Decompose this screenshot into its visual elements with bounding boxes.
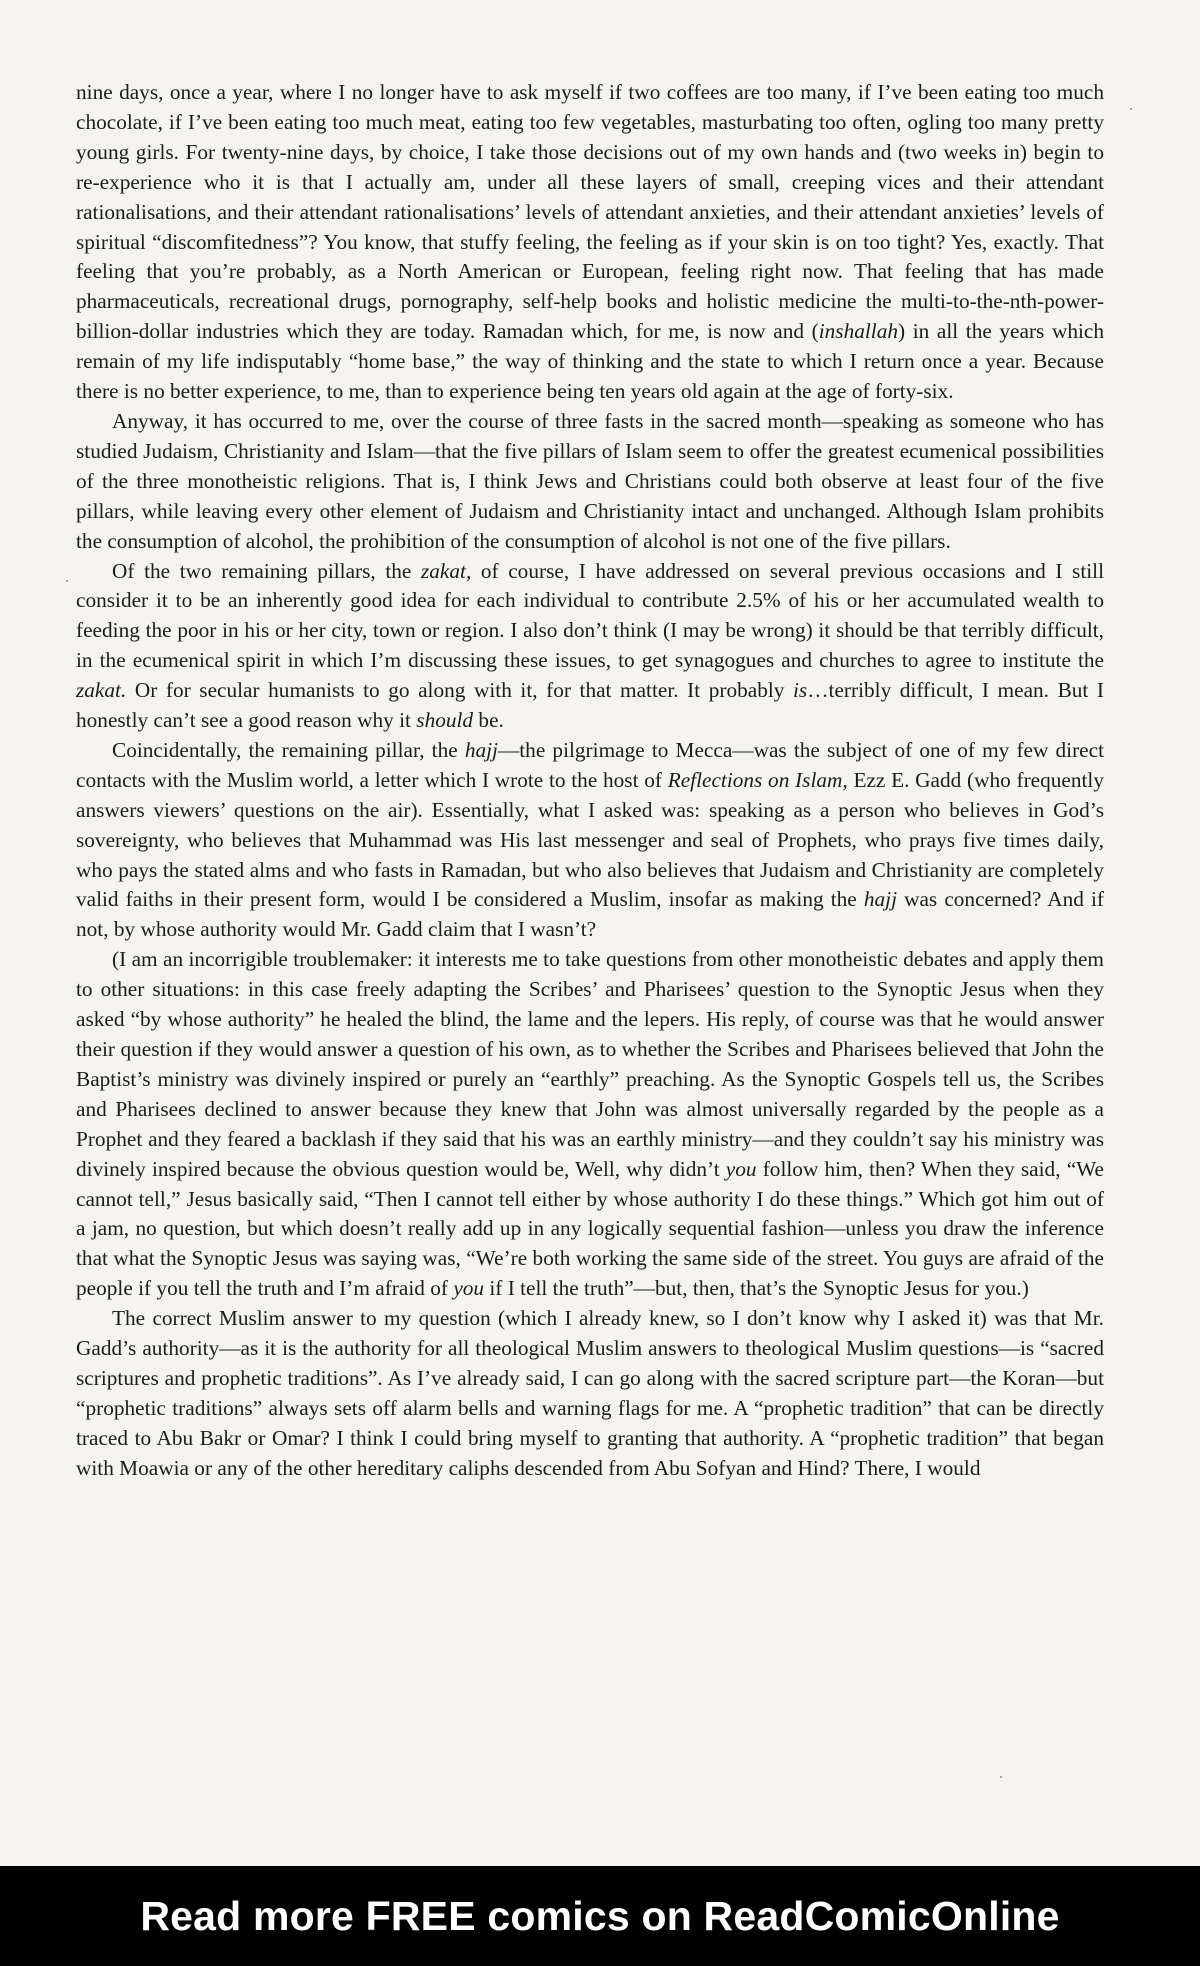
- text-run: Anyway, it has occurred to me, over the course of three fasts in the sacred month—speaking as someone who has studied Judaism, Christianity and Islam—that the five pillars of Islam seem to offer the greatest ecumenical possibilities of the three monotheistic religions. That is, I think Jews and Christians could both observe at least four of the five pillars, while leaving every other element of Judaism and Christianity intact and unchanged. Although Islam prohibits the consumption of alcohol, the prohibition of the consumption of alcohol is not one of the five pillars.: [76, 408, 1104, 553]
- article-body: [76, 78, 1104, 1484]
- italic-text: you: [725, 1156, 757, 1181]
- text-run: (I am an incorrigible troublemaker: it interests me to take questions from other monotheistic debates and apply them to other situations: in this case freely adapting the Scribes’ and Pharisees’ question to the Synoptic Jesus when they asked “by whose authority” he healed the blind, the lame and the lepers. His reply, of course was that he would answer their question if they would answer a question of his own, as to whether the Scribes and Pharisees believed that John the Baptist’s ministry was divinely inspired or purely an “earthly” preaching. As the Synoptic Gospels tell us, the Scribes and Pharisees declined to answer because they knew that John was almost universally regarded by the people as a Prophet and they feared a backlash if they said that his was an earthly ministry—and they couldn’t say his ministry was divinely inspired because the obvious question would be, Well, why didn’t: [76, 947, 1104, 1181]
- text-run: nine days, once a year, where I no longer have to ask myself if two coffees are too many, if I’ve been eating too much chocolate, if I’ve been eating too much meat, eating too few vegetables, masturbating too often, ogling too many pretty young girls. For twenty-nine days, by choice, I take those decisions out of my own hands and (two weeks in) begin to re-experience who it is that I actually am, under all these layers of small, creeping vices and their attendant rationalisations, and their attendant rationalisations’ levels of attendant anxieties, and their attendant anxieties’ levels of spiritual “discomfitedness”? You know, that stuffy feeling, the feeling as if your skin is on too tight? Yes, exactly. That feeling that you’re probably, as a North American or European, feeling right now. That feeling that has made pharmaceuticals, recreational drugs, pornography, self-help books and holistic medicine the multi-to-the-nth-power-billion-dollar industries which they are today. Ramadan which, for me, is now and (: [76, 80, 1104, 344]
- paragraph: [76, 78, 1104, 407]
- paragraph: [76, 1304, 1104, 1483]
- scan-speck: [66, 580, 68, 582]
- text-run: …terribly difficult, I mean. But I honestly can’t see a good reason why it: [76, 678, 1104, 733]
- paragraph: [76, 407, 1104, 557]
- paragraph: [76, 557, 1104, 736]
- italic-text: zakat.: [76, 678, 127, 703]
- promo-banner-text[interactable]: Read more FREE comics on ReadComicOnline: [140, 1893, 1060, 1939]
- text-run: The correct Muslim answer to my question (which I already knew, so I don’t know why I asked it) was that Mr. Gadd’s authority—as it is the authority for all theological Muslim answers to theological Muslim questions—is “sacred scriptures and prophetic traditions”. As I’ve already said, I can go along with the sacred scripture part—the Koran—but “prophetic traditions” always sets off alarm bells and warning flags for me. A “prophetic tradition” that can be directly traced to Abu Bakr or Omar? I think I could bring myself to granting that authority. A “prophetic tradition” that began with Moawia or any of the other hereditary caliphs descended from Abu Sofyan and Hind? There, I would: [76, 1306, 1104, 1480]
- text-run: —the pilgrimage to Mecca—was the subject of one of my few direct contacts with the Muslim world, a letter which I wrote to the host of: [76, 737, 1104, 792]
- text-run: be.: [473, 708, 504, 733]
- scan-speck: [1130, 108, 1132, 110]
- scan-speck: [1000, 1776, 1002, 1778]
- promo-banner[interactable]: [0, 1866, 1200, 1966]
- paragraph: [76, 945, 1104, 1304]
- text-run: follow him, then? When they said, “We cannot tell,” Jesus basically said, “Then I cannot tell either by whose authority I do these things.” Which got him out of a jam, no question, but which doesn’t really add up in any logically sequential fashion—unless you draw the inference that what the Synoptic Jesus was saying was, “We’re both working the same side of the street. You guys are afraid of the people if you tell the truth and I’m afraid of: [76, 1156, 1104, 1301]
- text-run: of course, I have addressed on several previous occasions and I still consider it to be an inherently good idea for each individual to contribute 2.5% of his or her accumulated wealth to feeding the poor in his or her city, town or region. I also don’t think (I may be wrong) it should be that terribly difficult, in the ecumenical spirit in which I’m discussing these issues, to get synagogues and churches to agree to institute the: [76, 558, 1105, 673]
- text-run: Ezz E. Gadd (who frequently answers viewers’ questions on the air). Essentially, what I asked was: speaking as a person who believes in God’s sovereignty, who believes that Muhammad was His last messenger and seal of Prophets, who prays five times daily, who pays the stated alms and who fasts in Ramadan, but who also believes that Judaism and Christianity are completely valid faiths in their present form, would I be considered a Muslim, insofar as making the: [76, 767, 1104, 912]
- italic-text: you: [453, 1276, 485, 1301]
- text-run: Of the two remaining pillars, the: [112, 558, 421, 583]
- text-run: ) in all the years which remain of my life indisputably “home base,” the way of thinking and the state to which I return once a year. Because there is no better experience, to me, than to experience being ten years old again at the age of forty-six.: [76, 319, 1104, 404]
- text-run: Coincidentally, the remaining pillar, the: [112, 737, 465, 762]
- italic-text: hajj: [464, 737, 498, 762]
- text-run: Or for secular humanists to go along with it, for that matter. It probably: [126, 678, 794, 703]
- paragraph: [76, 736, 1104, 945]
- italic-text: zakat,: [421, 558, 472, 583]
- italic-text: inshallah: [818, 319, 899, 344]
- text-run: was concerned? And if not, by whose authority would Mr. Gadd claim that I wasn’t?: [76, 887, 1104, 942]
- italic-text: should: [416, 708, 474, 733]
- text-run: if I tell the truth”—but, then, that’s the Synoptic Jesus for you.): [484, 1276, 1029, 1301]
- italic-text: hajj: [863, 887, 897, 912]
- italic-text: is: [793, 678, 808, 703]
- italic-text: Reflections on Islam,: [667, 767, 848, 792]
